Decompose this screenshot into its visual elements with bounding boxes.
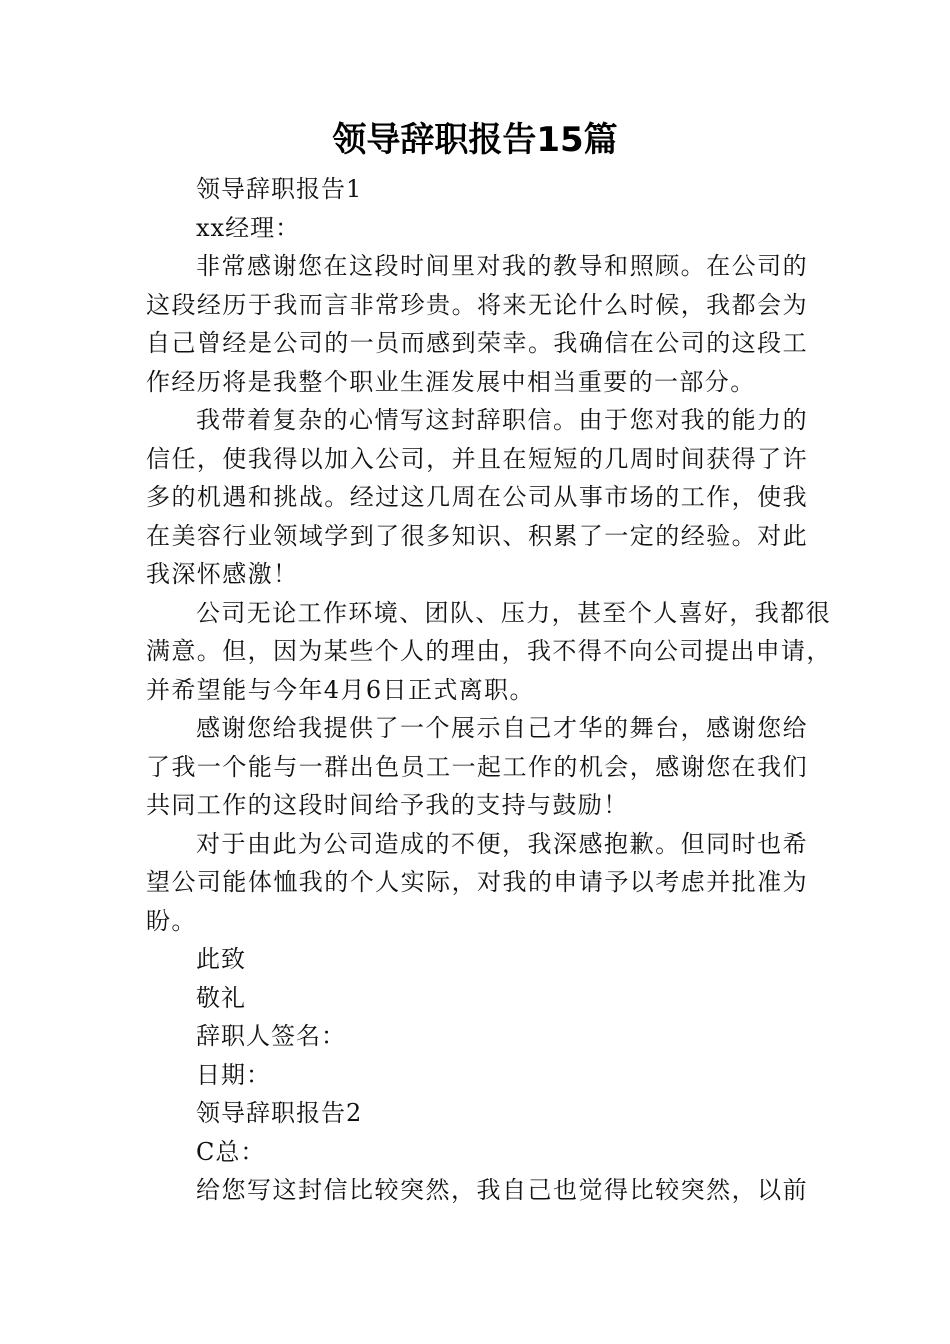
text-line: 了我一个能与一群出色员工一起工作的机会，感谢您在我们 [146,752,808,781]
document-body [146,170,832,1210]
text-line: 多的机遇和挑战。经过这几周在公司从事市场的工作，使我 [146,483,808,511]
text-line: 并希望能与今年4月6日正式离职。 [146,675,535,704]
text-line: 领导辞职报告2 [196,1099,363,1127]
text-line: 日期： [196,1060,271,1089]
text-line: 非常感谢您在这段时间里对我的教导和照顾。在公司的 [196,252,808,280]
text-line: 领导辞职报告1 [196,175,363,203]
text-line: 信任，使我得以加入公司，并且在短短的几周时间获得了许 [146,444,808,473]
text-line: 共同工作的这段时间给予我的支持与鼓励！ [146,791,629,819]
text-line: xx经理： [196,213,301,242]
text-line: 此致 [196,945,246,973]
text-line: 这段经历于我而言非常珍贵。将来无论什么时候，我都会为 [146,290,808,319]
text-line: 我深怀感激！ [146,560,299,588]
text-line: 作经历将是我整个职业生涯发展中相当重要的一部分。 [146,367,756,396]
text-line: 盼。 [146,906,197,935]
text-line: 对于由此为公司造成的不便，我深感抱歉。但同时也希 [196,829,808,858]
text-line: 我带着复杂的心情写这封辞职信。由于您对我的能力的 [196,406,808,434]
text-line: C总： [196,1137,266,1166]
text-line: 自己曾经是公司的一员而感到荣幸。我确信在公司的这段工 [146,329,808,357]
text-line: 感谢您给我提供了一个展示自己才华的舞台，感谢您给 [196,714,808,742]
text-line: 给您写这封信比较突然，我自己也觉得比较突然，以前 [196,1176,808,1204]
text-line: 公司无论工作环境、团队、压力，甚至个人喜好，我都很 [196,598,831,627]
text-line: 满意。但，因为某些个人的理由，我不得不向公司提出申请， [146,637,832,665]
text-line: 敬礼 [196,983,246,1012]
text-line: 望公司能体恤我的个人实际，对我的申请予以考虑并批准为 [146,868,808,896]
text-line: 辞职人签名： [196,1022,346,1050]
document-title: 领导辞职报告15篇 [332,120,618,160]
text-line: 在美容行业领域学到了很多知识、积累了一定的经验。对此 [146,521,808,550]
